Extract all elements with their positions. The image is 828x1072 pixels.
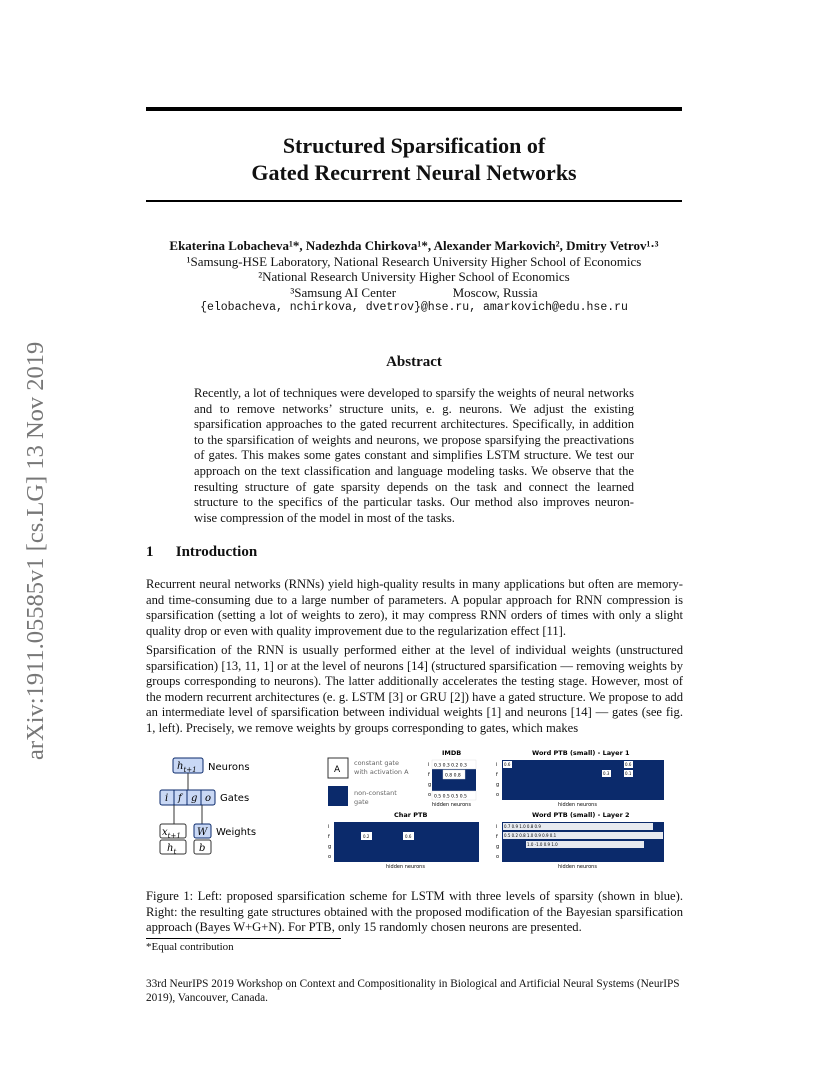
word1-val-1: 0.6 bbox=[504, 762, 511, 767]
title-line-2: Gated Recurrent Neural Networks bbox=[251, 160, 577, 185]
gate-i: i bbox=[165, 793, 169, 804]
word1-xlabel: hidden neurons bbox=[558, 802, 597, 808]
svg-text:g: g bbox=[496, 782, 500, 788]
word1-val-3: 0.3 bbox=[603, 771, 610, 776]
abstract-heading: Abstract bbox=[386, 354, 442, 370]
imdb-xlabel: hidden neurons bbox=[432, 802, 471, 808]
legend-nonconst-box bbox=[328, 786, 348, 806]
word2-row-labels bbox=[496, 824, 499, 860]
figure-1 bbox=[146, 748, 683, 873]
svg-text:f: f bbox=[496, 772, 498, 778]
arxiv-stamp-text: arXiv:1911.05585v1 [cs.LG] 13 Nov 2019 bbox=[22, 341, 49, 760]
svg-text:o: o bbox=[328, 854, 332, 860]
char-xlabel: hidden neurons bbox=[386, 864, 425, 870]
word1-heatmap bbox=[502, 760, 664, 800]
svg-text:f: f bbox=[428, 772, 430, 778]
svg-text:o: o bbox=[496, 792, 500, 798]
svg-text:i: i bbox=[328, 824, 330, 830]
weights-label: Weights bbox=[216, 827, 257, 838]
affiliation-3-name: ³Samsung AI Center bbox=[290, 284, 397, 300]
title-rule bbox=[146, 200, 682, 202]
char-val-1: 0.2 bbox=[363, 834, 370, 839]
gate-o: o bbox=[205, 793, 212, 804]
word1-val-4: 0.1 bbox=[625, 771, 632, 776]
svg-text:i: i bbox=[496, 762, 498, 768]
paper-title bbox=[146, 132, 682, 186]
svg-text:g: g bbox=[328, 844, 332, 850]
gate-g: g bbox=[191, 793, 198, 804]
author-emails: {elobacheva, nchirkova, dvetrov}@hse.ru, amarkovich@edu.hse.ru bbox=[200, 301, 628, 314]
authors-block bbox=[146, 238, 682, 316]
affiliation-1: ¹Samsung-HSE Laboratory, National Research University Higher School of Economics bbox=[186, 253, 642, 269]
word2-xlabel: hidden neurons bbox=[558, 864, 597, 870]
author-names: Ekaterina Lobacheva¹*, Nadezhda Chirkova¹*, Alexander Markovich², Dmitry Vetrov¹·³ bbox=[169, 238, 659, 253]
panel-word2-title: Word PTB (small) - Layer 2 bbox=[532, 811, 630, 819]
imdb-row-labels bbox=[428, 762, 431, 798]
top-rule bbox=[146, 107, 682, 111]
footnote-rule bbox=[146, 938, 341, 939]
char-heatmap bbox=[334, 822, 479, 862]
input-symbol: $x_{t+1}$ bbox=[162, 827, 181, 840]
affiliation-2: ²National Research University Higher School of Economics bbox=[258, 269, 570, 284]
legend-nonconst-line2: gate bbox=[354, 798, 369, 806]
title-line-1: Structured Sparsification of bbox=[282, 133, 546, 158]
svg-text:g: g bbox=[428, 782, 432, 788]
word1-row-labels bbox=[496, 762, 499, 798]
legend-nonconst-line1: non-constant bbox=[354, 789, 397, 797]
svg-text:g: g bbox=[496, 844, 500, 850]
bias-symbol: b bbox=[199, 843, 206, 854]
affiliation-3-city: Moscow, Russia bbox=[452, 284, 538, 300]
imdb-row-i-values: 0.3 0.3 0.2 0.3 bbox=[434, 763, 467, 769]
footnote: *Equal contribution bbox=[146, 941, 234, 953]
panel-imdb-title: IMDB bbox=[442, 749, 462, 757]
word2-row-f-values: 0.5 0.2 0.8 1.0 0.9 0.9 0.1 bbox=[504, 833, 557, 838]
svg-text:o: o bbox=[428, 792, 432, 798]
word2-row-i-values: 0.7 0.9 1.0 0.8 0.9 bbox=[504, 824, 541, 829]
venue-note: 33rd NeurIPS 2019 Workshop on Context and Compositionality in Biological and Artificial Neural Systems (NeurIPS 2019), Vancouver, Canada. bbox=[146, 978, 680, 1004]
gate-f: f bbox=[178, 793, 182, 804]
section-title: Introduction bbox=[175, 544, 258, 560]
legend-const-line2: with activation A bbox=[354, 768, 409, 776]
panel-word1-title: Word PTB (small) - Layer 1 bbox=[532, 749, 630, 757]
figure-caption: Figure 1: Left: proposed sparsification scheme for LSTM with three levels of sparsity (shown in blue). Right: the resulting gate structures obtained with the proposed modification of the Bayesian sparsification approach (Bayes W+G+N). For PTB, only 15 randomly chosen neurons are presented. bbox=[146, 889, 683, 935]
section-heading bbox=[146, 544, 257, 561]
char-val-2: 0.6 bbox=[405, 834, 412, 839]
abstract-text: Recently, a lot of techniques were developed to sparsify the weights of neural networks and to remove networks’ structure units, e. g. neurons. We adjust the existing sparsification approaches to the gated recurrent architectures. Specifically, in addition to the sparsification of weights and neurons, we propose sparsifying the preactivations of gates. This makes some gates constant and simplifies LSTM structure. We test our approach on the text classification and language modeling tasks. We observe that the resulting structure of gate sparsity depends on the task and connect the learned structure to the specifics of the particular tasks. Our method also improves neuron-wise compression of the model in most of the tasks. bbox=[194, 386, 634, 525]
svg-text:o: o bbox=[496, 854, 500, 860]
imdb-row-o-values: 0.5 0.5 0.5 0.5 bbox=[434, 794, 467, 800]
svg-text:i: i bbox=[428, 762, 430, 768]
neurons-label: Neurons bbox=[208, 762, 250, 773]
legend-const-line1: constant gate bbox=[354, 759, 399, 767]
word2-row-g-values: 1.0 -1.0 0.9 1.0 bbox=[527, 842, 558, 847]
section-number: 1 bbox=[146, 544, 154, 560]
weights-symbol: W bbox=[197, 827, 208, 838]
panel-char-title: Char PTB bbox=[394, 811, 428, 819]
imdb-row-f-values: 0.8 0.8 bbox=[445, 773, 461, 779]
arxiv-stamp bbox=[22, 280, 52, 760]
svg-text:i: i bbox=[496, 824, 498, 830]
hidden-input-symbol: $h_t$ bbox=[167, 843, 177, 856]
legend-const-letter: A bbox=[334, 765, 341, 775]
svg-text:f: f bbox=[328, 834, 330, 840]
char-row-labels bbox=[328, 824, 331, 860]
gates-label: Gates bbox=[220, 793, 250, 804]
intro-paragraph-2: Sparsification of the RNN is usually performed either at the level of individual weights (unstructured sparsification) [13, 11, 1] or at the level of neurons [14] (structured sparsification — removing weights by groups corresponding to neurons). The latter additionally accelerates the testing stage. However, most of the modern recurrent architectures (e. g. LSTM [3] or GRU [2]) have a gated structure. We propose to add an intermediate level of sparsification between individual weights [1] and neurons [14] — gates (see fig. 1, left). Precisely, we remove weights by groups corresponding to gates, which makes bbox=[146, 643, 683, 735]
affiliation-3 bbox=[146, 285, 682, 301]
word1-val-2: 0.6 bbox=[625, 762, 632, 767]
neurons-box-symbol: $h_{t+1}$ bbox=[177, 761, 197, 774]
intro-paragraph-1: Recurrent neural networks (RNNs) yield high-quality results in many applications but often are memory- and time-consuming due to a large number of parameters. A popular approach for RNN compression is sparsification (setting a lot of weights to zero), it may compress RNN orders of times with only a slight quality drop or even with quality improvement due to the regularization effect [11]. bbox=[146, 577, 683, 638]
figure-1-graphic bbox=[146, 748, 683, 873]
svg-text:f: f bbox=[496, 834, 498, 840]
